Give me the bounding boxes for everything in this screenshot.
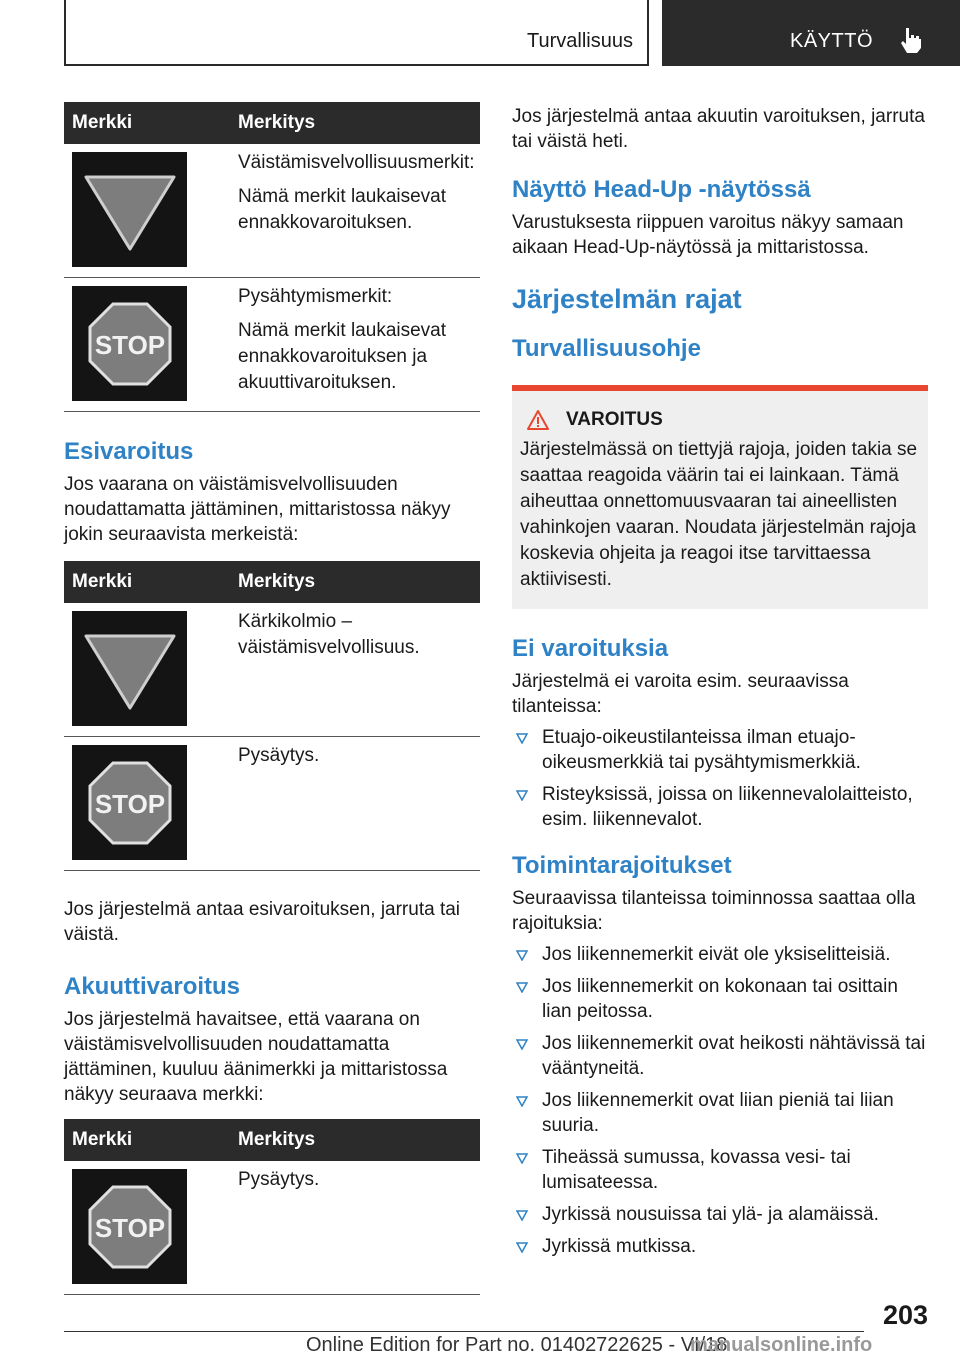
- list-item: Tiheässä sumussa, kovassa vesi- tai lumisateessa.: [512, 1145, 928, 1195]
- sign-table-1: [64, 102, 480, 412]
- section-heading-akuutti: Akuuttivaroitus: [64, 973, 241, 1000]
- table-text: Nämä merkit laukaisevat ennakkovaroituksen ja akuuttivaroituksen.: [238, 320, 447, 393]
- limits-list: [512, 942, 928, 1259]
- table-row: [64, 1161, 480, 1295]
- stop-sign-text: STOP: [94, 788, 165, 819]
- footer-watermark: manualsonline.info: [690, 1334, 873, 1356]
- warning-text: Järjestelmässä on tiettyjä rajoja, joiden takia se saattaa reagoida väärin tai ei lainkaan. Tämä aiheuttaa onnettomuusvaaran tai aineellisten vahinkojen vaaran. Noudata järjestelmän rajoja koskevia ohjeita ja reagoi itse tarvittaessa aktiivisesti.: [520, 439, 918, 590]
- triangle-bullet-icon: [516, 1210, 528, 1221]
- table-row: [64, 737, 480, 871]
- col-header-meaning: Merkitys: [230, 102, 480, 144]
- list-item: Jos liikennemerkit on kokonaan tai osittain lian peitossa.: [512, 974, 928, 1024]
- sign-image: [72, 1169, 187, 1284]
- page-number: 203: [882, 1300, 928, 1330]
- section-heading-safety: Turvallisuusohje: [512, 335, 701, 362]
- table-row: [64, 144, 480, 278]
- paragraph: Jos vaarana on väistämisvelvollisuuden noudattamatta jättäminen, mittaristossa näkyy jokin seuraavista merkeistä:: [64, 474, 451, 545]
- section-heading-esivaroitus: Esivaroitus: [64, 438, 194, 465]
- triangle-bullet-icon: [516, 790, 528, 801]
- sign-table-3: [64, 1119, 480, 1295]
- stop-sign-text: STOP: [94, 329, 165, 360]
- col-header-sign: Merkki: [64, 561, 230, 603]
- header-chapter-label: KÄYTTÖ: [790, 30, 874, 52]
- paragraph: Seuraavissa tilanteissa toiminnossa saattaa olla rajoituksia:: [512, 888, 916, 934]
- footer-edition-text: Online Edition for Part no. 01402722625 - VI/18: [306, 1334, 728, 1356]
- list-item: Jos liikennemerkit ovat heikosti nähtävissä tai vääntyneitä.: [512, 1031, 928, 1081]
- header-rule: [64, 64, 649, 66]
- list-item: Risteyksissä, joissa on liikennevalolaitteisto, esim. liikennevalot.: [512, 782, 928, 832]
- list-item: Etuajo-oikeustilanteissa ilman etuajo-oikeusmerkkiä tai pysähtymismerkkiä.: [512, 725, 928, 775]
- paragraph: Järjestelmä ei varoita esim. seuraavissa tilanteissa:: [512, 671, 849, 717]
- yield-triangle-icon: [80, 165, 180, 255]
- triangle-bullet-icon: [516, 733, 528, 744]
- triangle-bullet-icon: [516, 1039, 528, 1050]
- table-row: [64, 603, 480, 737]
- list-item: Jos liikennemerkit ovat liian pieniä tai liian suuria.: [512, 1088, 928, 1138]
- table-text: Pysähtymismerkit:: [238, 286, 393, 307]
- col-header-sign: Merkki: [64, 1119, 230, 1161]
- paragraph: Varustuksesta riippuen varoitus näkyy samaan aikaan Head-Up-näytössä ja mittaristossa.: [512, 212, 904, 258]
- triangle-bullet-icon: [516, 1153, 528, 1164]
- col-header-meaning: Merkitys: [230, 1119, 480, 1161]
- header-chapter-tab: [662, 0, 960, 66]
- table-text: Väistämisvelvollisuusmerkit:: [238, 152, 475, 173]
- col-header-sign: Merkki: [64, 102, 230, 144]
- table-text: Kärkikolmio – väistämisvelvollisuus.: [238, 611, 420, 658]
- nowarn-list: [512, 725, 928, 832]
- section-heading-limits2: Toimintarajoitukset: [512, 852, 732, 879]
- section-heading-nowarn: Ei varoituksia: [512, 635, 669, 662]
- left-column: [64, 102, 480, 1295]
- stop-sign-icon: [87, 301, 173, 387]
- footer-rule: [64, 1331, 864, 1332]
- triangle-bullet-icon: [516, 1242, 528, 1253]
- yield-triangle-icon: [80, 624, 180, 714]
- table-text: Pysäytys.: [238, 1169, 320, 1190]
- table-text: Pysäytys.: [238, 745, 320, 766]
- triangle-bullet-icon: [516, 1096, 528, 1107]
- paragraph: Jos järjestelmä havaitsee, että vaarana on väistämisvelvollisuuden noudattamatta jättäminen, kuuluu äänimerkki ja mittaristossa näkyy seuraava merkki:: [64, 1009, 448, 1105]
- sign-image: [72, 152, 187, 267]
- stop-sign-icon: [87, 760, 173, 846]
- sign-table-2: [64, 561, 480, 871]
- paragraph: Jos järjestelmä antaa akuutin varoituksen, jarruta tai väistä heti.: [512, 106, 925, 152]
- paragraph: Jos järjestelmä antaa esivaroituksen, jarruta tai väistä.: [64, 899, 461, 945]
- table-text: Nämä merkit laukaisevat ennakkovaroituksen.: [238, 186, 447, 233]
- stop-sign-icon: [87, 1184, 173, 1270]
- chapter-heading-limits: Järjestelmän rajat: [512, 284, 742, 314]
- hand-pointer-icon: [898, 26, 924, 54]
- col-header-meaning: Merkitys: [230, 561, 480, 603]
- list-item: Jyrkissä nousuissa tai ylä- ja alamäissä.: [512, 1202, 928, 1227]
- warning-box: [512, 385, 928, 609]
- list-item: Jos liikennemerkit eivät ole yksiselitteisiä.: [512, 942, 928, 967]
- sign-image: [72, 745, 187, 860]
- warning-triangle-icon: [526, 409, 550, 431]
- triangle-bullet-icon: [516, 982, 528, 993]
- section-heading-hud: Näyttö Head-Up -näytössä: [512, 176, 811, 203]
- list-item: Jyrkissä mutkissa.: [512, 1234, 928, 1259]
- sign-image: [72, 286, 187, 401]
- stop-sign-text: STOP: [94, 1212, 165, 1243]
- warning-title: VAROITUS: [566, 409, 663, 430]
- triangle-bullet-icon: [516, 950, 528, 961]
- sign-image: [72, 611, 187, 726]
- header-section-tab: [64, 0, 649, 64]
- header-section-label: Turvallisuus: [527, 30, 633, 52]
- right-column: [512, 104, 928, 1266]
- table-row: [64, 278, 480, 412]
